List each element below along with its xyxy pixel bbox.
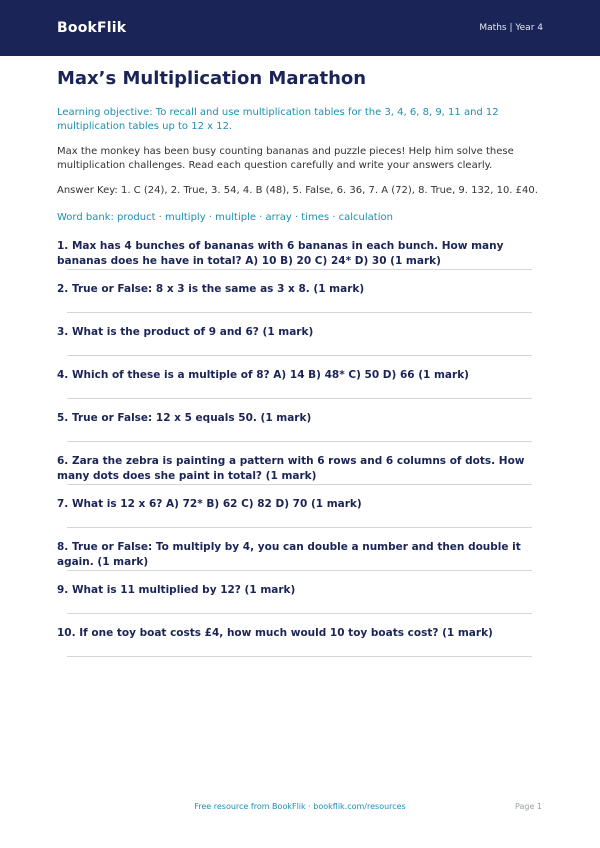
answer-line[interactable]	[67, 613, 532, 614]
question-item	[57, 454, 542, 485]
question-text: 7. What is 12 x 6? A) 72* B) 62 C) 82 D) 70 (1 mark)	[57, 498, 362, 510]
question-item	[57, 497, 542, 528]
intro-text: Max the monkey has been busy counting bananas and puzzle pieces! Help him solve these multiplication challenges. Read each question carefully and write your answers clearly.	[57, 146, 514, 171]
question-text: 10. If one toy boat costs £4, how much would 10 toy boats cost? (1 mark)	[57, 627, 493, 639]
answer-key: Answer Key: 1. C (24), 2. True, 3. 54, 4. B (48), 5. False, 6. 36, 7. A (72), 8. True, 9. 132, 10. £40.	[57, 185, 538, 196]
question-item	[57, 411, 542, 442]
word-bank: Word bank: product · multiply · multiple · array · times · calculation	[57, 212, 393, 223]
question-text: 2. True or False: 8 x 3 is the same as 3 x 8. (1 mark)	[57, 283, 365, 295]
question-text: 8. True or False: To multiply by 4, you can double a number and then double it again. (1 mark)	[57, 541, 521, 568]
answer-line[interactable]	[67, 484, 532, 485]
learning-objective: Learning objective: To recall and use multiplication tables for the 3, 4, 6, 8, 9, 11 and 12 multiplication tables up to 12 x 12.	[57, 107, 499, 132]
question-list	[57, 239, 542, 657]
answer-line[interactable]	[67, 312, 532, 313]
answer-line[interactable]	[67, 527, 532, 528]
question-item	[57, 368, 542, 399]
answer-line[interactable]	[67, 441, 532, 442]
page-title: Max’s Multiplication Marathon	[57, 68, 367, 89]
question-item	[57, 325, 542, 356]
top-banner	[0, 0, 600, 56]
question-item	[57, 239, 542, 270]
question-text: 6. Zara the zebra is painting a pattern with 6 rows and 6 columns of dots. How many dots does she paint in total? (1 mark)	[57, 455, 525, 482]
answer-line[interactable]	[67, 398, 532, 399]
question-item	[57, 583, 542, 614]
question-text: 5. True or False: 12 x 5 equals 50. (1 mark)	[57, 412, 312, 424]
footer-credit: Free resource from BookFlik · bookflik.com/resources	[194, 802, 406, 811]
page-number: Page 1	[515, 802, 542, 811]
answer-line[interactable]	[67, 355, 532, 356]
question-text: 9. What is 11 multiplied by 12? (1 mark)	[57, 584, 296, 596]
worksheet-content	[57, 62, 542, 669]
answer-line[interactable]	[67, 570, 532, 571]
question-text: 3. What is the product of 9 and 6? (1 mark)	[57, 326, 314, 338]
answer-line[interactable]	[67, 269, 532, 270]
question-item	[57, 626, 542, 657]
question-item	[57, 540, 542, 571]
question-item	[57, 282, 542, 313]
subject-year-label: Maths | Year 4	[479, 23, 543, 33]
question-text: 4. Which of these is a multiple of 8? A) 14 B) 48* C) 50 D) 66 (1 mark)	[57, 369, 469, 381]
question-text: 1. Max has 4 bunches of bananas with 6 bananas in each bunch. How many bananas does he have in total? A) 10 B) 20 C) 24* D) 30 (1 mark)	[57, 240, 504, 267]
answer-line[interactable]	[67, 656, 532, 657]
brand-logo: BookFlik	[57, 20, 127, 36]
